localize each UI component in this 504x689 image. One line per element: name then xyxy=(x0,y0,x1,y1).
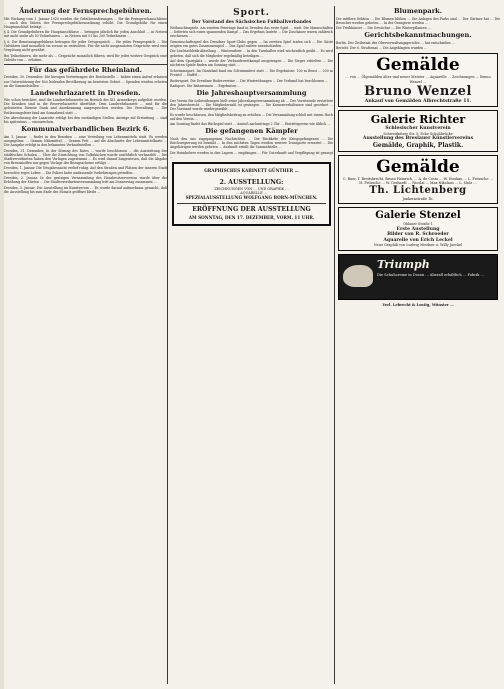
article-paragraph: Auf dem Sportplatz … wurde der Verbandswettkampf ausgetragen … Die Sieger erhielten … Die nächsten Spiele finden am Sonntag statt … xyxy=(170,59,333,68)
article-heading: Gerichtsbekanntmachungen. xyxy=(364,31,472,40)
article-heading: Landwehrlazarett in Dresden. xyxy=(30,88,141,97)
article-heading: Die gefangenen Kämpfer xyxy=(205,127,298,136)
ad-name: Th. Lichtenberg xyxy=(369,185,467,197)
article-heading: Blumenpark. xyxy=(393,7,443,15)
triumph-shoe-polish-ad xyxy=(338,254,498,300)
article-heading: Die Jahreshauptversammlung xyxy=(196,89,307,98)
column-rule xyxy=(167,6,168,684)
ad-title: Galerie Stenzel xyxy=(375,210,461,222)
article-paragraph: Dresden, 3. Januar. Die Ausstellung im Kunstverein … Es wurde darauf aufmerksam gemacht, daß die Ausstellung bis zum Ende des Monats geöffnet bleibt … xyxy=(4,185,167,194)
article-paragraph: Radsport. Die Bahnrennen … Ergebnisse … xyxy=(170,84,241,89)
ad-line: … AQUARELLE … xyxy=(235,191,268,196)
column-right xyxy=(336,6,500,686)
article-paragraph: Dresden, 30. Dezember. Die hiesigen Vertretungen der Reichsstelle … haben einen Aufruf erlassen zur Unterstützung der Not leidenden Bevölkerung im besetzten Gebiet … Spenden werden erbeten an die Sammelstellen … xyxy=(4,75,167,88)
gallery-exhibition-ad xyxy=(172,162,331,226)
article-paragraph: Die Leichtathletik-Abteilung … Winterarbeit … In den Turnhallen wird wöchentlich geübt … Es wird gebeten, daß sich die Mitglieder regelmäßig beteiligen … xyxy=(170,49,333,58)
article-paragraph: Es wurde beschlossen, den Mitgliedsbeitrag zu erhöhen … Die Versammlung schloß mit einem Hoch auf den Verein … xyxy=(170,112,333,121)
article-paragraph: Die mittlere Sektion … Die Blumen blühen … Die Anlagen des Parks sind … Der Gärtner hat … Die Besucher werden gebeten … In der Orangerie werden … xyxy=(336,16,500,25)
ad-line: … xyxy=(249,173,254,178)
article-paragraph: Weihnachtsspiele. Am zweiten Feiertage fand in Dresden das erste Spiel … statt. Die Mannschaften … lieferten sich einen spannenden Kampf … Das Ergebnis lautete … Die Zuschauer waren zahlreich erschienen … xyxy=(170,26,333,39)
gemaelde-lichtenberg-ad xyxy=(338,155,498,205)
article-paragraph: Die Heimkehrer werden in den Lagern … empfangen … Für Unterkunft und Verpflegung ist gesorgt … xyxy=(170,150,333,159)
section-heading: Sport. xyxy=(233,8,270,18)
section-subheading: Der Vorstand des Sächsischen Fußballverbandes xyxy=(191,20,312,25)
ad-heading: 2. AUSSTELLUNG: xyxy=(219,178,284,186)
ad-text: … von … Ölgemälden alter und neuer Meister … Aquarelle … Zeichnungen … Bruno Wenzel … xyxy=(345,75,491,84)
ad-subtext: Ausstellung des Breslauer Künstlervereins xyxy=(362,136,474,142)
ad-name: Bruno Wenzel xyxy=(364,83,472,99)
ad-heading: ERÖFFNUNG DER AUSSTELLUNG xyxy=(192,206,311,214)
ad-subtext: Gemälde, Graphik, Plastik. xyxy=(372,141,464,149)
article-paragraph: Berlin. Der Zivilsenat des Oberverwaltungsgerichts … hat entschieden … xyxy=(336,40,455,45)
ad-line: AM SONNTAG, DEN 17. DEZEMBER, VORM. 11 UHR. xyxy=(188,214,315,220)
ad-line: GRAPHISCHES KABINETT GÜNTHER … xyxy=(204,167,299,173)
ad-subtext: Ankauf von Gemälden Albrechtstraße 11. xyxy=(364,98,472,104)
article-paragraph: Schwimmsport. Im Güntzbad fand ein Schwimmfest statt … Die Ergebnisse: 100 m Brust … 200 m Freistil … Staffel … xyxy=(170,68,333,77)
article-paragraph: Dresden, 1. Januar. Die Neujahrsnacht verlief ruhig. Auf den Straßen und Plätzen der inneren Stadt herrschte reges Leben … Die Polizei hatte umfassende Vorkehrungen getroffen … xyxy=(4,166,167,175)
column-middle xyxy=(170,6,333,686)
ad-title: Triumph xyxy=(377,257,430,271)
divider xyxy=(177,203,326,204)
galerie-stenzel-ad xyxy=(338,207,498,250)
ad-title: Gemälde xyxy=(376,55,460,76)
article-paragraph: Bei Teilnehmern, die mehr als … Gespräche monatlich führen, wird für jedes weitere Gespräch eine Gebühr von … erhoben. xyxy=(4,53,167,62)
shoe-icon xyxy=(343,265,373,287)
ad-subtext: Neue Graphik von Ludwig Meidner u. Willy Jaeckel xyxy=(373,243,463,248)
article-paragraph: Rudersport. Die Dresdner Rudervereine … Die Winterübungen … Der Verband hat beschlossen … xyxy=(170,78,329,83)
divider xyxy=(4,64,167,65)
ad-line: ZEICHNUNGEN VON … UND GRAPHIK … xyxy=(214,187,289,192)
publisher-footer: Verl. Lebrecht & Lustig, Münster … xyxy=(382,302,454,307)
ad-text: C. Baer, T. Breitsbrecht, Bruno Heinrich, … A. de Costa … W. Dieskau … L. Fritzsche … H. Fritzsche … W. Gerhardt … Nicolai … Max Nikolaus … L. Stolz … xyxy=(343,176,493,186)
article-heading: Für das gefährdete Rheinland. xyxy=(29,65,142,74)
article-paragraph: Wie schon berichtet, sind die Landwehrlazarette im Bereich des XII. Armeekorps aufgelöst worden. Die Kranken sind in die Reservelazarette überführt. Dem Landwehrlazarett … sind für die geleisteten Dienste Dank und Anerkennung ausgesprochen worden. Die Verwaltung … Die Entlassungsfeier fand am Sonnabend statt … xyxy=(4,98,167,115)
article-paragraph: Bericht. Der 6. Strafsenat … Die Angeklagten wurden … xyxy=(336,46,428,51)
article-paragraph: Mit Wirkung vom 1. Januar 1920 werden die Gebührensätzungen … für die Fernsprechanschlüsse … nach den Sätzen der Fernsprechgebührenordnung erhöht. Die Grundgebühr für einen Hauptanschluß beträgt … xyxy=(4,16,167,29)
article-paragraph: Dresden, 2. Januar. In der gestrigen Versammlung des Hausbesitzervereins wurde über die Erhöhung der Mieten … Die Stadtverordnetenversammlung tritt am Donnerstag zusammen … xyxy=(4,176,167,185)
ad-subtext: Ohlauer Straße 1 xyxy=(403,222,433,227)
article-paragraph: Am 1. Januar … findet in den Bezirken … eine Verteilung von Lebensmitteln statt. Es werden ausgegeben: … Gramm Nährmittel, … Gramm Fett … auf die Abschnitte der Lebensmittelkarte … Die Ausgabe erfolgt in den bekannten Verkaufsstellen … xyxy=(4,134,167,147)
article-paragraph: Die Treibhäuser … Die Gewächse … Die Winterpflanzen … xyxy=(336,26,431,31)
article-paragraph: Die Abrechnung der Lazarette erfolgt bei den zuständigen Stellen. Anträge auf Erstattung … sind bis spätestens … einzureichen. xyxy=(4,116,167,125)
column-rule xyxy=(334,6,335,684)
ad-subtext: Bilder von R. Schroeder xyxy=(387,232,449,238)
article-paragraph: Dresden, 31. Dezember. In der Sitzung des Rates … wurde beschlossen … die Ausstattung der städtischen Schulen … Über die Einrichtung von Volksküchen wurde ausführlich verhandelt … Die Stadtverordneten haben den Vorlagen zugestimmt … Es wird darauf hingewiesen, daß die Abgabe von Brennstoffen nur gegen Vorlage der Bezugsscheine erfolgt … xyxy=(4,148,167,165)
article-paragraph: § 4. Die Grundgebühren für Hauptanschlüsse … betragen jährlich für jeden Anschluß … in Netzen mit nicht mehr als 50 Teilnehmern … in Netzen mit 51 bis 200 Teilnehmern … xyxy=(4,30,167,39)
ad-line: SPEZIALAUSSTELLUNG WOLFGANG BORN-MÜNCHEN. xyxy=(185,195,318,201)
ad-title: Galerie Richter xyxy=(370,113,466,127)
ad-subtext: Schweidnitzer Str. 9, Ecke Schuhbrücke xyxy=(383,132,453,137)
ad-text: Die Schuhcreme in Dosen … überall erhältlich … Fabrik … xyxy=(377,272,484,277)
article-paragraph: § 6. Die Benutzungsgebühren betragen für jedes Ortsgespräch … für jedes Ferngespräch … Die Gebühren sind monatlich im voraus zu entrichten. Für die nicht ausgenutzten Gespräche wird eine Vergütung nicht gewährt. xyxy=(4,39,167,53)
ad-subtext: Schlesischer Kunstverein xyxy=(385,126,451,132)
ad-title: Gemälde xyxy=(376,156,460,177)
article-paragraph: Nach den uns zugegangenen Nachrichten … Die Rückkehr der Kriegsgefangenen … Die Reichsregierung ist bemüht … In den nächsten Tagen werden weitere Transporte erwartet … Die Angehörigen werden gebeten … Auskunft erteilt die Sammelstelle … xyxy=(170,136,333,149)
article-heading: Kommunalverbandlichen Bezirk 6. xyxy=(21,125,150,134)
ad-subtext: Junkernstraße 1b. xyxy=(402,197,434,202)
galerie-richter-ad xyxy=(338,110,498,151)
ad-subtext: Erste Austellung xyxy=(396,226,440,232)
ad-subtext: Aquarelle von Erich Leckel xyxy=(383,237,453,243)
article-heading: Änderung der Fernsprechgebühren. xyxy=(19,7,152,15)
article-paragraph: Der Verein für Leibesübungen hielt seine Jahreshauptversammlung ab … Der Vorsitzende erstattete den Jahresbericht … Die Mitgliederzahl ist gestiegen … Die Kassenverhältnisse sind geordnet … Der Vorstand wurde wiedergewählt … xyxy=(170,98,333,111)
article-paragraph: Am Sonntag findet das Rückspiel statt … Anstoß nachmittags 2 Uhr … Eintrittspreise wie üblich … xyxy=(170,122,331,127)
column-left xyxy=(4,6,167,686)
article-paragraph: Gemeinschaftsspiel des Dresdner Sport-Clubs gegen … Im zweiten Spiel trafen sich … Die Gäste zeigten ein gutes Zusammenspiel … Das Spiel endete unentschieden … xyxy=(170,39,333,48)
gemaelde-wenzel-ad xyxy=(338,53,498,107)
